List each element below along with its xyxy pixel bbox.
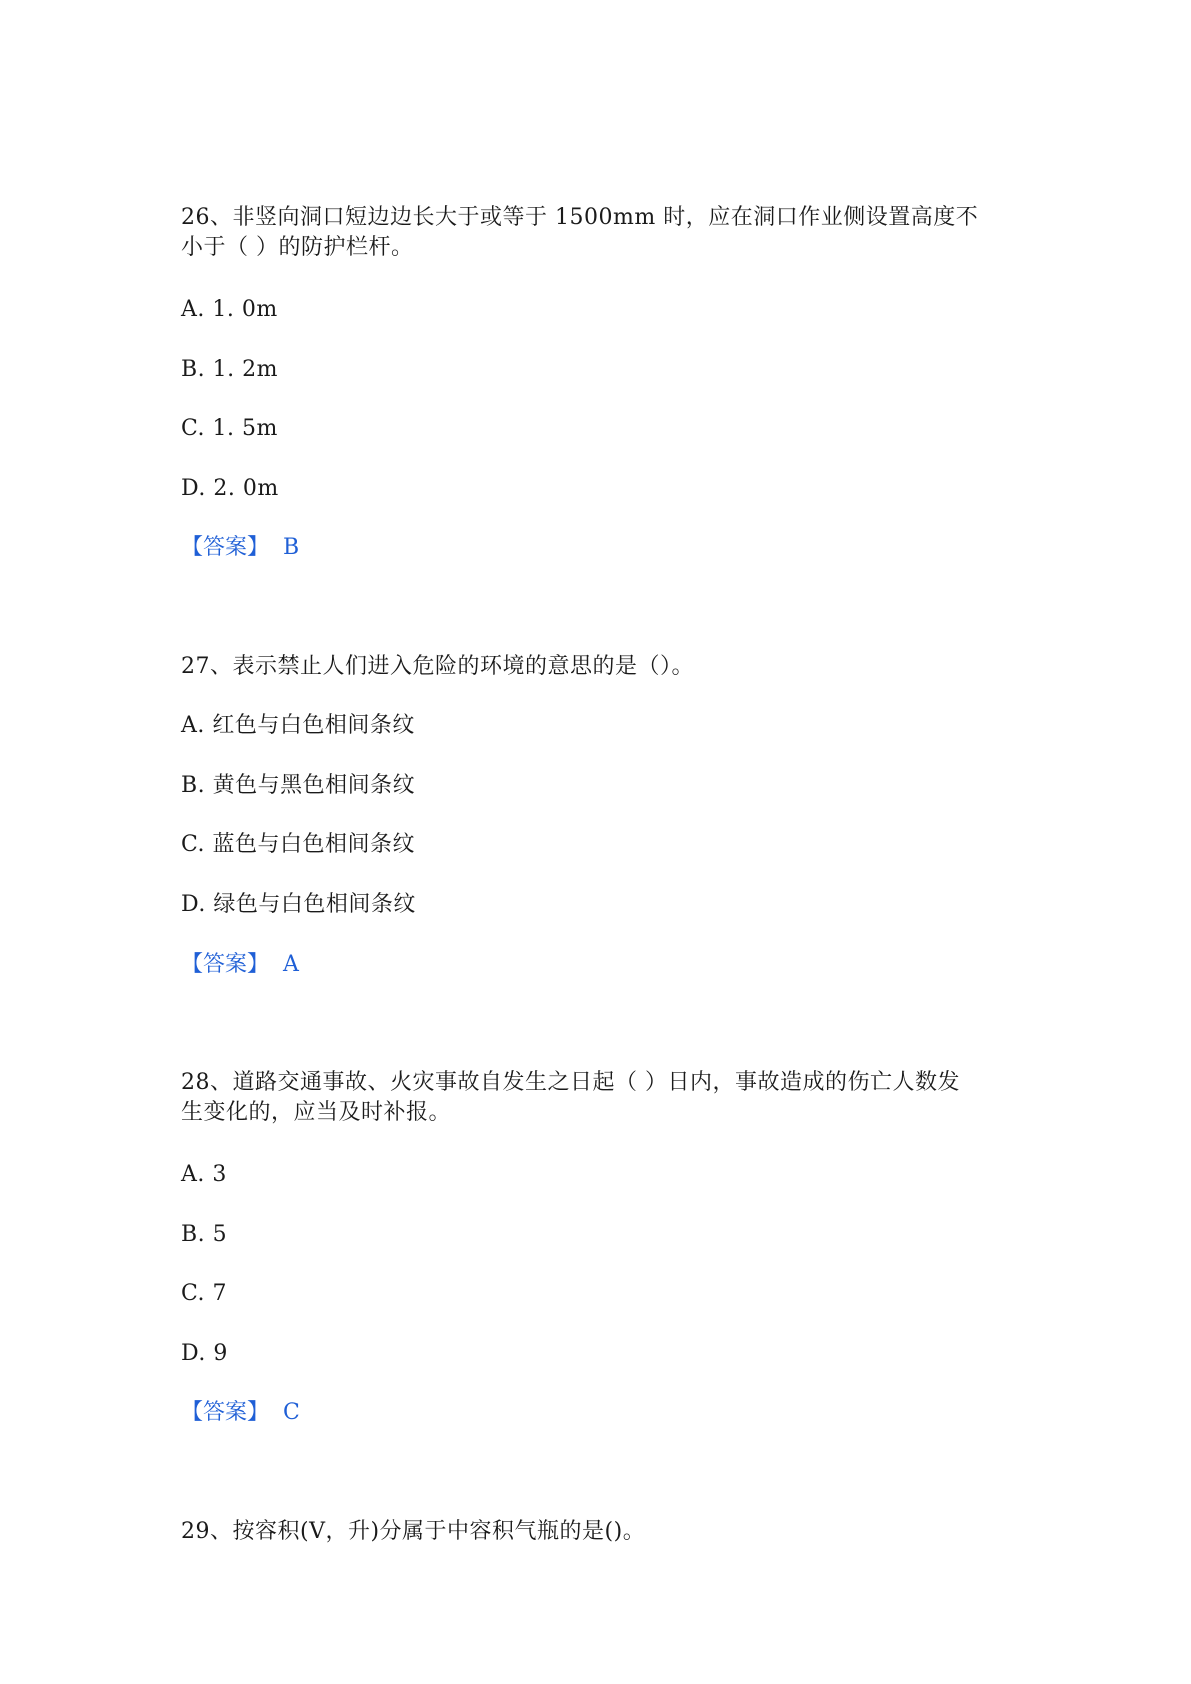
question-27-stem-line-1: 27、表示禁止人们进入危险的环境的意思的是（）。 bbox=[181, 654, 694, 679]
question-28-stem-line-1: 28、道路交通事故、火灾事故自发生之日起（ ）日内，事故造成的伤亡人数发 bbox=[181, 1070, 960, 1095]
question-28-option-a: A. 3 bbox=[181, 1162, 227, 1187]
question-28-option-b: B. 5 bbox=[181, 1222, 228, 1247]
answer-value: A bbox=[283, 952, 299, 977]
question-28-option-d: D. 9 bbox=[181, 1341, 228, 1366]
question-26-answer bbox=[181, 533, 299, 563]
question-26-stem-line-1: 26、非竖向洞口短边边长大于或等于 1500mm 时，应在洞口作业侧设置高度不 bbox=[181, 205, 979, 230]
answer-label: 【答案】 bbox=[181, 952, 270, 977]
question-28-answer bbox=[181, 1398, 300, 1428]
question-27-option-d: D. 绿色与白色相间条纹 bbox=[181, 892, 416, 917]
question-28-stem-line-2: 生变化的，应当及时补报。 bbox=[181, 1100, 452, 1125]
question-26-stem-line-2: 小于（ ）的防护栏杆。 bbox=[181, 235, 414, 260]
question-27-answer bbox=[181, 950, 299, 980]
answer-label: 【答案】 bbox=[181, 535, 270, 560]
question-26-option-a: A. 1. 0m bbox=[181, 297, 278, 322]
question-26-option-b: B. 1. 2m bbox=[181, 357, 278, 382]
question-29-stem-line-1: 29、按容积(V，升)分属于中容积气瓶的是()。 bbox=[181, 1519, 646, 1544]
question-28-option-c: C. 7 bbox=[181, 1281, 228, 1306]
answer-value: B bbox=[283, 535, 300, 560]
question-27-option-a: A. 红色与白色相间条纹 bbox=[181, 713, 415, 738]
question-26-option-c: C. 1. 5m bbox=[181, 416, 278, 441]
question-26-option-d: D. 2. 0m bbox=[181, 476, 279, 501]
answer-value: C bbox=[283, 1400, 300, 1425]
question-27-option-c: C. 蓝色与白色相间条纹 bbox=[181, 832, 416, 857]
question-27-option-b: B. 黄色与黑色相间条纹 bbox=[181, 773, 416, 798]
answer-label: 【答案】 bbox=[181, 1400, 270, 1425]
